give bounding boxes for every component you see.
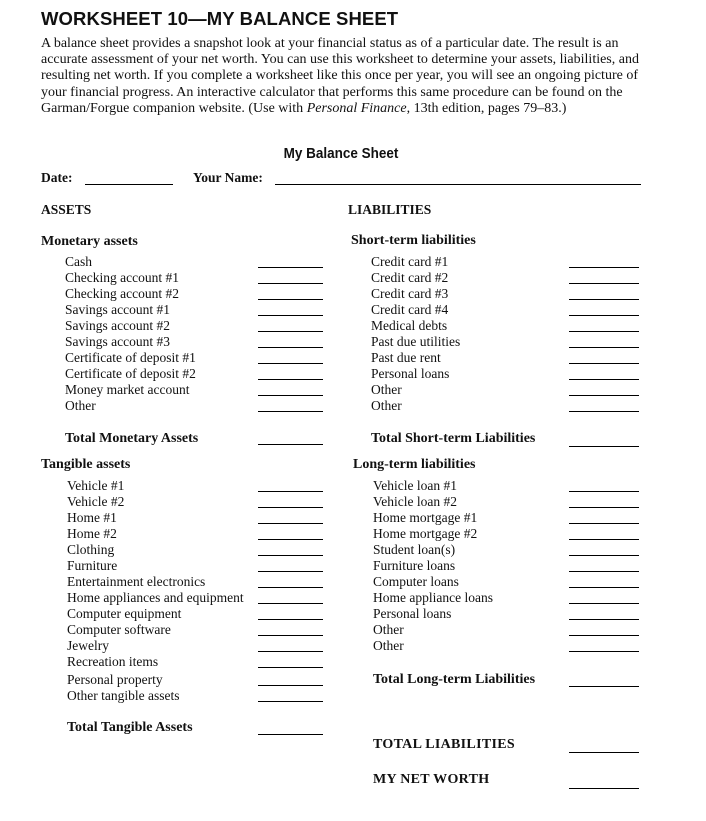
tangible-asset-amount-field[interactable]: [258, 523, 323, 524]
short-term-liability-amount-field[interactable]: [569, 267, 639, 268]
monetary-asset-label: Certificate of deposit #1: [65, 350, 196, 365]
date-label: Date:: [41, 170, 73, 185]
long-term-liability-label: Vehicle loan #1: [373, 478, 457, 493]
monetary-asset-amount-field[interactable]: [258, 315, 323, 316]
long-term-liability-label: Other: [373, 638, 404, 653]
monetary-asset-amount-field[interactable]: [258, 347, 323, 348]
monetary-assets-heading: Monetary assets: [41, 234, 138, 249]
short-term-liability-amount-field[interactable]: [569, 283, 639, 284]
date-field[interactable]: [85, 184, 173, 185]
long-term-liability-label: Home mortgage #2: [373, 526, 478, 541]
tangible-asset-label: Vehicle #2: [67, 494, 125, 509]
long-term-liability-amount-field[interactable]: [569, 491, 639, 492]
short-term-liability-amount-field[interactable]: [569, 331, 639, 332]
total-tangible-assets-field[interactable]: [258, 734, 323, 735]
tangible-asset-label: Recreation items: [67, 654, 159, 669]
long-term-liability-label: Vehicle loan #2: [373, 494, 457, 509]
net-worth-label: MY NET WORTH: [373, 772, 490, 787]
tangible-asset-amount-field[interactable]: [258, 635, 323, 636]
long-term-liability-amount-field[interactable]: [569, 523, 639, 524]
long-term-liability-amount-field[interactable]: [569, 635, 639, 636]
short-term-liability-label: Medical debts: [371, 318, 448, 333]
tangible-asset-label: Vehicle #1: [67, 478, 125, 493]
tangible-asset-amount-field[interactable]: [258, 587, 323, 588]
monetary-asset-label: Other: [65, 398, 96, 413]
total-liabilities-label: TOTAL LIABILITIES: [373, 737, 515, 752]
tangible-asset-label: Clothing: [67, 542, 115, 557]
intro-book-title: Personal Finance: [306, 100, 407, 116]
monetary-asset-amount-field[interactable]: [258, 411, 323, 412]
name-label: Your Name:: [193, 170, 263, 185]
monetary-asset-amount-field[interactable]: [258, 299, 323, 300]
tangible-asset-amount-field[interactable]: [258, 491, 323, 492]
long-term-liability-label: Home appliance loans: [373, 590, 493, 605]
tangible-asset-amount-field[interactable]: [258, 685, 323, 686]
total-short-term-liabilities-field[interactable]: [569, 446, 639, 447]
short-term-liability-label: Other: [371, 382, 402, 397]
monetary-asset-amount-field[interactable]: [258, 379, 323, 380]
total-tangible-assets-label: Total Tangible Assets: [67, 720, 193, 735]
long-term-liabilities-heading: Long-term liabilities: [353, 457, 476, 472]
short-term-liability-label: Personal loans: [371, 366, 450, 381]
monetary-asset-amount-field[interactable]: [258, 363, 323, 364]
short-term-liability-amount-field[interactable]: [569, 363, 639, 364]
monetary-asset-label: Savings account #3: [65, 334, 170, 349]
total-monetary-assets-label: Total Monetary Assets: [65, 431, 199, 446]
tangible-asset-label: Furniture: [67, 558, 118, 573]
long-term-liability-label: Home mortgage #1: [373, 510, 478, 525]
long-term-liability-label: Other: [373, 622, 404, 637]
monetary-asset-amount-field[interactable]: [258, 395, 323, 396]
tangible-asset-label: Home #2: [67, 526, 117, 541]
short-term-liability-label: Credit card #1: [371, 254, 449, 269]
tangible-asset-amount-field[interactable]: [258, 555, 323, 556]
tangible-assets-heading: Tangible assets: [41, 457, 131, 472]
total-long-term-liabilities-field[interactable]: [569, 686, 639, 687]
short-term-liability-label: Credit card #4: [371, 302, 449, 317]
long-term-liability-label: Furniture loans: [373, 558, 456, 573]
long-term-liability-label: Personal loans: [373, 606, 452, 621]
monetary-asset-label: Checking account #2: [65, 286, 179, 301]
tangible-asset-label: Computer software: [67, 622, 171, 637]
monetary-asset-label: Certificate of deposit #2: [65, 366, 196, 381]
long-term-liability-label: Computer loans: [373, 574, 459, 589]
tangible-asset-amount-field[interactable]: [258, 539, 323, 540]
short-term-liability-amount-field[interactable]: [569, 347, 639, 348]
long-term-liability-label: Student loan(s): [373, 542, 456, 557]
long-term-liability-amount-field[interactable]: [569, 507, 639, 508]
short-term-liability-label: Other: [371, 398, 402, 413]
assets-heading: ASSETS: [41, 202, 92, 217]
tangible-asset-label: Jewelry: [67, 638, 109, 653]
intro-paragraph: [41, 36, 651, 117]
total-monetary-assets-field[interactable]: [258, 444, 323, 445]
tangible-asset-label: Entertainment electronics: [67, 574, 206, 589]
long-term-liability-amount-field[interactable]: [569, 619, 639, 620]
monetary-asset-amount-field[interactable]: [258, 283, 323, 284]
intro-text-1: A balance sheet provides a snapshot look at your financial status as of a particular date. The result is an accurate assessment of your net worth. You can use this worksheet to determine your assets, liabilities, and resulting net worth. If you complete a worksheet like this once per year, you will see an ongoing picture of your financial progress. An interactive calculator that performs this same procedure can be found on the Garman/Forgue companion website. (Use with: [41, 36, 639, 116]
monetary-asset-label: Cash: [65, 254, 92, 269]
long-term-liability-amount-field[interactable]: [569, 603, 639, 604]
monetary-asset-amount-field[interactable]: [258, 267, 323, 268]
tangible-asset-amount-field[interactable]: [258, 507, 323, 508]
tangible-asset-label: Home appliances and equipment: [67, 590, 244, 605]
short-term-liability-amount-field[interactable]: [569, 315, 639, 316]
monetary-asset-label: Savings account #2: [65, 318, 170, 333]
short-term-liability-amount-field[interactable]: [569, 411, 639, 412]
long-term-liability-amount-field[interactable]: [569, 651, 639, 652]
tangible-asset-label: Personal property: [67, 672, 163, 687]
tangible-asset-label: Home #1: [67, 510, 117, 525]
monetary-asset-label: Savings account #1: [65, 302, 170, 317]
short-term-liability-label: Past due utilities: [371, 334, 461, 349]
tangible-asset-amount-field[interactable]: [258, 667, 323, 668]
short-term-liability-label: Credit card #3: [371, 286, 449, 301]
tangible-asset-amount-field[interactable]: [258, 571, 323, 572]
long-term-liability-amount-field[interactable]: [569, 555, 639, 556]
short-term-liability-amount-field[interactable]: [569, 299, 639, 300]
long-term-liability-amount-field[interactable]: [569, 571, 639, 572]
long-term-liability-amount-field[interactable]: [569, 539, 639, 540]
short-term-liability-amount-field[interactable]: [569, 395, 639, 396]
short-term-liability-label: Credit card #2: [371, 270, 449, 285]
tangible-asset-amount-field[interactable]: [258, 619, 323, 620]
long-term-liability-amount-field[interactable]: [569, 587, 639, 588]
tangible-asset-amount-field[interactable]: [258, 701, 323, 702]
short-term-liability-amount-field[interactable]: [569, 379, 639, 380]
monetary-asset-amount-field[interactable]: [258, 331, 323, 332]
worksheet-title: WORKSHEET 10—MY BALANCE SHEET: [41, 8, 399, 29]
monetary-asset-label: Money market account: [65, 382, 190, 397]
net-worth-field[interactable]: [569, 788, 639, 789]
short-term-liabilities-heading: Short-term liabilities: [351, 233, 476, 248]
monetary-asset-label: Checking account #1: [65, 270, 179, 285]
sheet-title: My Balance Sheet: [283, 145, 399, 162]
tangible-asset-amount-field[interactable]: [258, 651, 323, 652]
tangible-asset-amount-field[interactable]: [258, 603, 323, 604]
tangible-asset-label: Computer equipment: [67, 606, 182, 621]
name-field[interactable]: [275, 184, 641, 185]
total-short-term-liabilities-label: Total Short-term Liabilities: [371, 431, 536, 446]
liabilities-heading: LIABILITIES: [348, 202, 432, 217]
total-liabilities-field[interactable]: [569, 752, 639, 753]
tangible-asset-label: Other tangible assets: [67, 688, 180, 703]
total-long-term-liabilities-label: Total Long-term Liabilities: [373, 672, 536, 687]
short-term-liability-label: Past due rent: [371, 350, 441, 365]
intro-text-2: , 13th edition, pages 79–83.): [406, 100, 567, 116]
